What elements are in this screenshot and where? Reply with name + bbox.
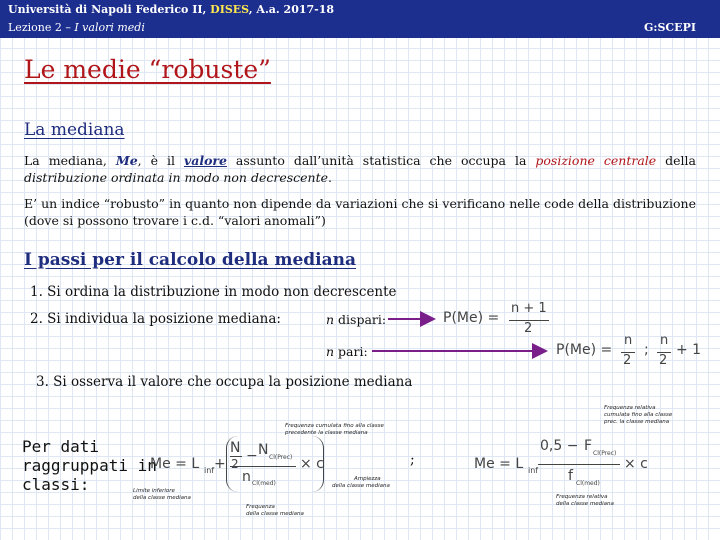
freq-subscript: Cl(med): [252, 480, 276, 487]
minus-sign: −: [246, 448, 258, 464]
grouped-data-label: [22, 437, 157, 494]
denominator-2: 2: [659, 353, 668, 368]
course-code: G:SCEPI: [644, 21, 696, 34]
note-class-width: [332, 476, 390, 490]
section-heading-mediana: La mediana: [24, 120, 125, 140]
posizione-centrale-emphasis: posizione centrale: [535, 153, 657, 168]
page-title: Le medie “robuste”: [24, 55, 271, 84]
text-fragment: La mediana,: [24, 153, 116, 168]
n-italic: n: [326, 312, 335, 327]
step-2: 2. Si individua la posizione mediana:: [30, 311, 281, 327]
inf-subscript: inf: [204, 466, 215, 475]
main-bar: [230, 466, 296, 467]
note-line: Frequenza cumulata fino alla classe: [285, 423, 384, 429]
denominator: 2: [524, 321, 533, 336]
distribuzione-emphasis: distribuzione ordinata in modo non decrescente: [24, 170, 329, 185]
note-lower-limit: [133, 488, 191, 502]
text-fragment: .: [328, 170, 332, 185]
half-denominator: 2: [231, 457, 239, 471]
cum-freq-symbol: N: [258, 442, 269, 458]
p-me-label: P(Me) =: [443, 310, 500, 326]
me-symbol: Me: [115, 153, 138, 168]
denominator: 2: [623, 353, 632, 368]
rel-freq-subscript: Cl(med): [576, 480, 600, 487]
lesson-label: Lezione 2 –: [8, 21, 75, 34]
section-heading-passi: I passi per il calcolo della mediana: [24, 250, 357, 270]
note-line: precedente la classe mediana: [285, 430, 368, 436]
note-line: della classe mediana: [133, 495, 191, 501]
times-c: × c: [300, 456, 324, 472]
formula-separator: ;: [410, 452, 415, 468]
formula-grouped-relative: [474, 436, 664, 496]
main-bar: [538, 464, 620, 465]
times-c: × c: [624, 456, 648, 472]
note-line: della classe mediana: [246, 511, 304, 517]
formula-even: [556, 333, 706, 372]
note-relative-cumulative: [604, 405, 672, 426]
label-line: raggruppati in: [22, 456, 157, 475]
note-line: della classe mediana: [332, 483, 390, 489]
half-minus: 0,5 −: [540, 438, 579, 454]
robustness-paragraph: E’ un indice “robusto” in quanto non dipende da variazioni che si verificano nelle code della distribuzione (dove si possono trovare i c.d. “valori anomali”): [24, 196, 696, 228]
plus-one: + 1: [676, 342, 702, 358]
plus-sign: +: [214, 456, 226, 472]
cum-freq-subscript: Cl(Prec): [269, 454, 293, 461]
note-line: prec. la classe mediana: [604, 419, 670, 425]
text-fragment: , è il: [137, 153, 184, 168]
text-fragment: della: [656, 153, 696, 168]
note-line: Frequenza relativa: [556, 494, 608, 500]
label-line: classi:: [22, 475, 90, 494]
label-line: Per dati: [22, 437, 100, 456]
note-line: della classe mediana: [556, 501, 614, 507]
note-line: Frequenza: [246, 504, 275, 510]
valore-emphasis: valore: [183, 153, 227, 168]
text-fragment: pari:: [334, 344, 368, 359]
text-fragment: dispari:: [334, 312, 387, 327]
note-line: cumulata fino alla classe: [604, 412, 673, 418]
text-fragment: assunto dall’unità statistica che occupa la: [226, 153, 536, 168]
p-me-label: P(Me) =: [556, 342, 613, 358]
semicolon: ;: [644, 342, 649, 358]
department-name: DISES: [210, 3, 249, 16]
rel-cum-freq-subscript: Cl(Prec): [593, 450, 617, 457]
note-class-frequency: [246, 504, 304, 518]
numerator: n: [624, 333, 633, 348]
n-italic: n: [326, 344, 335, 359]
formula-grouped-absolute: [150, 436, 340, 496]
inf-subscript: inf: [528, 466, 539, 475]
formula-odd: [443, 301, 553, 340]
note-line: Limite inferiore: [133, 488, 175, 494]
step-3: 3. Si osserva il valore che occupa la posizione mediana: [36, 374, 413, 390]
freq-symbol: n: [242, 469, 251, 485]
rel-cum-freq-symbol: F: [584, 438, 593, 454]
numerator: n + 1: [511, 301, 547, 316]
note-line: Ampiezza: [354, 476, 381, 482]
rel-freq-symbol: f: [568, 468, 573, 484]
university-name: Università di Napoli Federico II,: [8, 3, 207, 16]
academic-year: , A.a. 2017-18: [248, 3, 335, 16]
note-cumulative-frequency: [285, 423, 384, 437]
step-1: 1. Si ordina la distribuzione in modo non decrescente: [30, 284, 397, 300]
me-equals: Me = L: [150, 456, 200, 472]
note-line: Frequenza relativa: [604, 405, 656, 411]
me-equals: Me = L: [474, 456, 524, 472]
lesson-topic: I valori medi: [74, 21, 145, 34]
numerator-2: n: [660, 333, 669, 348]
n-total: N: [230, 440, 241, 456]
note-relative-frequency: [556, 494, 614, 508]
